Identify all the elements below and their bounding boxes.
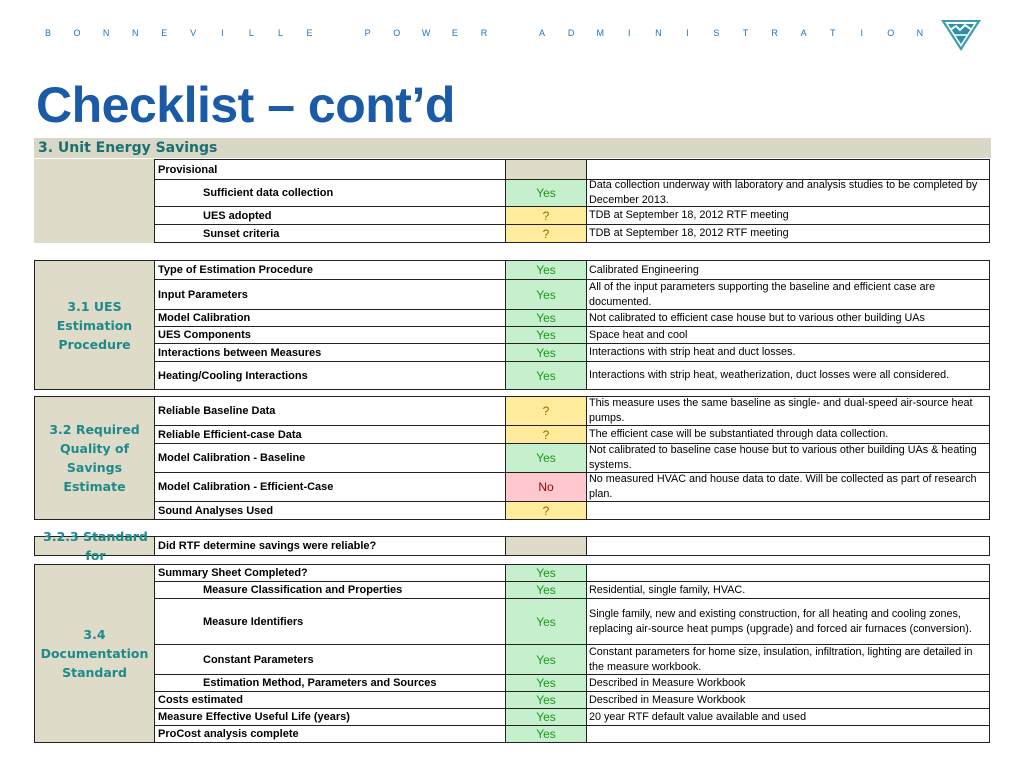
org-letter: O <box>887 28 895 38</box>
criterion-cell: Input Parameters <box>154 279 506 310</box>
org-letter: T <box>829 28 836 38</box>
org-letter: W <box>421 28 431 38</box>
table-row <box>154 260 989 280</box>
criterion-cell: Summary Sheet Completed? <box>154 564 506 582</box>
section-label: 3.1 UES Estimation Procedure <box>56 298 133 352</box>
criterion-cell: Measure Identifiers <box>154 598 506 645</box>
criterion-cell: UES Components <box>154 326 506 344</box>
criterion-cell: Reliable Efficient-case Data <box>154 425 506 444</box>
status-cell: Yes <box>505 725 587 743</box>
status-cell: Yes <box>505 361 587 390</box>
status-cell: Yes <box>505 326 587 344</box>
table-row <box>154 644 989 675</box>
table-row <box>154 279 989 310</box>
org-letter: B <box>44 28 51 38</box>
note-cell: Not calibrated to efficient case house but to various other building UAs <box>586 309 990 327</box>
status-cell: ? <box>505 501 587 520</box>
table-row <box>154 708 989 726</box>
status-cell: Yes <box>505 691 587 709</box>
note-cell: Single family, new and existing construction, for all heating and cooling zones, replacing air-source heat pumps (upgrade) and forced air furnaces (conversion). <box>586 598 990 645</box>
status-cell: Yes <box>505 260 587 280</box>
status-cell: Yes <box>505 598 587 645</box>
org-letter: R <box>480 28 488 38</box>
status-cell: Yes <box>505 443 587 473</box>
note-cell: Constant parameters for home size, insulation, infiltration, lighting are detailed in the measure workbook. <box>586 644 990 675</box>
criterion-cell: Sufficient data collection <box>154 179 506 207</box>
table-row <box>154 224 989 243</box>
criterion-cell: Type of Estimation Procedure <box>154 260 506 280</box>
org-letter: N <box>102 28 110 38</box>
status-cell: ? <box>505 425 587 444</box>
note-cell: Data collection underway with laboratory and analysis studies to be completed by December 2013. <box>586 179 990 207</box>
org-letter: E <box>306 28 313 38</box>
status-cell: Yes <box>505 674 587 692</box>
note-cell: Residential, single family, HVAC. <box>586 581 990 599</box>
org-letter: E <box>161 28 168 38</box>
org-letter: M <box>596 28 604 38</box>
org-letter: I <box>860 28 863 38</box>
criterion-cell: Sunset criteria <box>154 224 506 243</box>
criterion-cell: Model Calibration <box>154 309 506 327</box>
note-cell: All of the input parameters supporting the baseline and efficient case are documented. <box>586 279 990 310</box>
table-row <box>154 472 989 502</box>
criterion-cell: Model Calibration - Efficient-Case <box>154 472 506 502</box>
table-row <box>154 425 989 444</box>
org-letter: A <box>539 28 546 38</box>
section-header <box>34 138 991 158</box>
org-letter: R <box>771 28 778 38</box>
org-letter: N <box>655 28 662 38</box>
table-row <box>154 396 989 426</box>
table-row <box>154 674 989 692</box>
note-cell: The efficient case will be substantiated through data collection. <box>586 425 990 444</box>
table-row <box>154 536 989 556</box>
organization-name <box>44 28 924 42</box>
table-row <box>154 179 989 207</box>
section-label: 3.2.3 Standard for <box>43 529 148 563</box>
criterion-cell: ProCost analysis complete <box>154 725 506 743</box>
org-letter <box>335 28 343 42</box>
section-label-cell <box>34 159 155 243</box>
criterion-cell: UES adopted <box>154 206 506 225</box>
org-letter: E <box>451 28 458 38</box>
table-row <box>154 159 989 180</box>
criterion-cell: Interactions between Measures <box>154 343 506 362</box>
table-row <box>154 501 989 520</box>
org-letter: V <box>190 28 197 38</box>
note-cell: TDB at September 18, 2012 RTF meeting <box>586 224 990 243</box>
table-row <box>154 691 989 709</box>
status-cell: ? <box>505 224 587 243</box>
criterion-cell: Costs estimated <box>154 691 506 709</box>
table-row <box>154 309 989 327</box>
section-label: 3.2 Required Quality of Savings Estimate <box>49 422 140 494</box>
status-cell <box>505 536 587 556</box>
note-cell: Interactions with strip heat, weatherization, duct losses were all considered. <box>586 361 990 390</box>
table-row <box>154 326 989 344</box>
org-letter: O <box>73 28 81 38</box>
note-cell: 20 year RTF default value available and used <box>586 708 990 726</box>
org-letter: O <box>393 28 401 38</box>
org-letter: N <box>131 28 139 38</box>
status-cell <box>505 159 587 180</box>
note-cell <box>586 501 990 520</box>
note-cell: Calibrated Engineering <box>586 260 990 280</box>
table-row <box>154 343 989 362</box>
criterion-cell: Constant Parameters <box>154 644 506 675</box>
org-letter: A <box>800 28 807 38</box>
note-cell <box>586 536 990 556</box>
criterion-cell: Measure Classification and Properties <box>154 581 506 599</box>
note-cell: This measure uses the same baseline as single- and dual-speed air-source heat pumps. <box>586 396 990 426</box>
org-letter: I <box>627 28 631 38</box>
status-cell: Yes <box>505 564 587 582</box>
table-row <box>154 361 989 390</box>
org-letter: L <box>277 28 283 38</box>
note-cell: No measured HVAC and house data to date. Will be collected as part of research plan. <box>586 472 990 502</box>
status-cell: ? <box>505 206 587 225</box>
table-row <box>154 581 989 599</box>
org-letter: N <box>916 28 924 38</box>
status-cell: Yes <box>505 179 587 207</box>
criterion-cell: Estimation Method, Parameters and Sources <box>154 674 506 692</box>
status-cell: Yes <box>505 644 587 675</box>
criterion-cell: Did RTF determine savings were reliable? <box>154 536 506 556</box>
org-letter <box>509 28 517 42</box>
org-letter: T <box>742 28 749 38</box>
table-row <box>154 564 989 582</box>
bpa-logo-icon <box>940 18 982 52</box>
org-letter: P <box>364 28 371 38</box>
org-letter: L <box>248 28 254 38</box>
table-row <box>154 443 989 473</box>
note-cell: Described in Measure Workbook <box>586 691 990 709</box>
page-title: Checklist – cont’d <box>36 77 455 133</box>
table-row <box>154 206 989 225</box>
table-row <box>154 725 989 743</box>
org-letter: I <box>686 28 689 38</box>
note-cell: Space heat and cool <box>586 326 990 344</box>
status-cell: Yes <box>505 581 587 599</box>
table-row <box>154 598 989 645</box>
org-letter: I <box>221 28 224 38</box>
status-cell: Yes <box>505 708 587 726</box>
org-letter: S <box>713 28 720 38</box>
status-cell: No <box>505 472 587 502</box>
note-cell: TDB at September 18, 2012 RTF meeting <box>586 206 990 225</box>
criterion-cell: Heating/Cooling Interactions <box>154 361 506 390</box>
criterion-cell: Reliable Baseline Data <box>154 396 506 426</box>
status-cell: ? <box>505 396 587 426</box>
note-cell: Not calibrated to baseline case house but to various other building UAs & heating systems. <box>586 443 990 473</box>
status-cell: Yes <box>505 309 587 327</box>
status-cell: Yes <box>505 279 587 310</box>
note-cell <box>586 159 990 180</box>
section-header-label: 3. Unit Energy Savings <box>38 140 218 156</box>
note-cell <box>586 564 990 582</box>
section-label: 3.4 Documentation Standard <box>40 627 149 680</box>
org-letter: D <box>567 28 575 38</box>
note-cell: Described in Measure Workbook <box>586 674 990 692</box>
criterion-cell: Model Calibration - Baseline <box>154 443 506 473</box>
note-cell <box>586 725 990 743</box>
status-cell: Yes <box>505 343 587 362</box>
criterion-cell: Sound Analyses Used <box>154 501 506 520</box>
criterion-cell: Measure Effective Useful Life (years) <box>154 708 506 726</box>
note-cell: Interactions with strip heat and duct losses. <box>586 343 990 362</box>
criterion-cell: Provisional <box>154 159 506 180</box>
